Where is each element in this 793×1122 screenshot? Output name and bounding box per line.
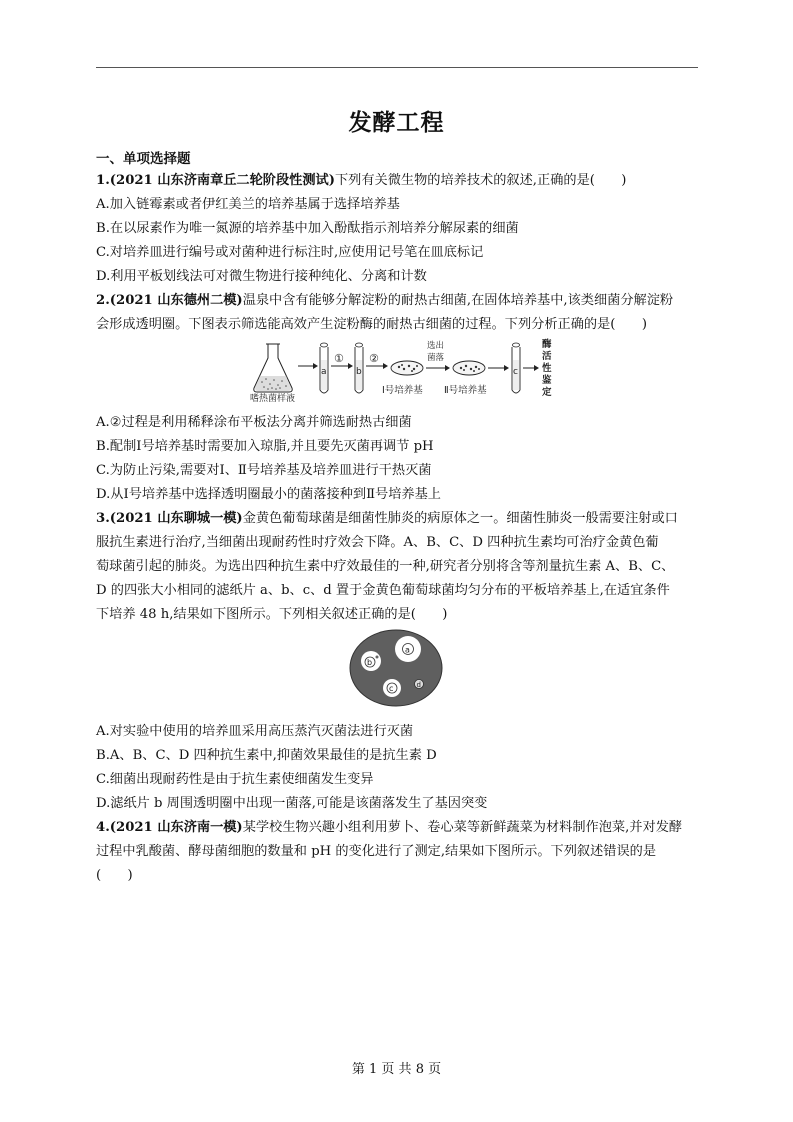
tube-a-label: a bbox=[321, 367, 327, 377]
q1-option-d: D.利用平板划线法可对微生物进行接种纯化、分离和计数 bbox=[96, 269, 427, 284]
enzyme-label-2: 活 bbox=[542, 351, 552, 362]
disc-b-label: b bbox=[367, 658, 373, 667]
q2-figure bbox=[250, 338, 560, 402]
enzyme-label-1: 酶 bbox=[542, 339, 552, 350]
q4-text-2: 过程中乳酸菌、酵母菌细胞的数量和 pH 的变化进行了测定,结果如下图所示。下列叙述错误的是 bbox=[96, 844, 657, 859]
q3-option-c: C.细菌出现耐药性是由于抗生素使细菌发生变异 bbox=[96, 772, 374, 787]
q2-option-c: C.为防止污染,需要对Ⅰ、Ⅱ号培养基及培养皿进行干热灭菌 bbox=[96, 463, 432, 478]
dish-2-label: Ⅱ号培养基 bbox=[444, 385, 487, 396]
q3-text-3: 萄球菌引起的肺炎。为选出四种抗生素中疗效最佳的一种,研究者分别将含等剂量抗生素 A、B、C、 bbox=[96, 559, 675, 574]
q3-number: 3 bbox=[96, 511, 106, 526]
q2-text-1: 温泉中含有能够分解淀粉的耐热古细菌,在固体培养基中,该类细菌分解淀粉 bbox=[242, 293, 674, 308]
step-1-label: ① bbox=[334, 352, 344, 365]
q1-source: .(2021 山东济南章丘二轮阶段性测试) bbox=[105, 173, 335, 188]
q3-text-1: 金黄色葡萄球菌是细菌性肺炎的病原体之一。细菌性肺炎一般需要注射或口 bbox=[242, 511, 678, 526]
q2-source: .(2021 山东德州二模) bbox=[105, 293, 243, 308]
dish-1-label: Ⅰ号培养基 bbox=[382, 385, 423, 396]
q4-source: .(2021 山东济南一模) bbox=[105, 820, 243, 835]
select-label-1: 选出 bbox=[427, 341, 445, 351]
disc-d-label: d bbox=[416, 681, 421, 689]
q2-stem bbox=[96, 293, 673, 309]
tube-b-label: b bbox=[356, 367, 362, 377]
q3-source: .(2021 山东聊城一模) bbox=[105, 511, 243, 526]
q3-text-5: 下培养 48 h,结果如下图所示。下列相关叙述正确的是( ) bbox=[96, 607, 448, 622]
header-rule bbox=[96, 67, 698, 68]
page-title: 发酵工程 bbox=[348, 110, 445, 136]
tube-c-label: c bbox=[513, 367, 518, 377]
q1-option-b: B.在以尿素作为唯一氮源的培养基中加入酚酞指示剂培养分解尿素的细菌 bbox=[96, 221, 519, 236]
q2-number: 2 bbox=[96, 293, 106, 308]
q2-text-2: 会形成透明圈。下图表示筛选能高效产生淀粉酶的耐热古细菌的过程。下列分析正确的是( ) bbox=[96, 317, 647, 332]
q4-number: 4 bbox=[96, 820, 106, 835]
q1-option-a: A.加入链霉素或者伊红美兰的培养基属于选择培养基 bbox=[96, 197, 400, 212]
q4-text-1: 某学校生物兴趣小组利用萝卜、卷心菜等新鲜蔬菜为材料制作泡菜,并对发酵 bbox=[242, 820, 683, 835]
page-footer: 第 1 页 共 8 页 bbox=[351, 1062, 442, 1077]
flask-label: 嗜热菌样液 bbox=[250, 394, 296, 402]
q2-option-d: D.从Ⅰ号培养基中选择透明圈最小的菌落接种到Ⅱ号培养基上 bbox=[96, 487, 441, 502]
q1-option-c: C.对培养皿进行编号或对菌种进行标注时,应使用记号笔在皿底标记 bbox=[96, 245, 484, 260]
q2-option-b: B.配制Ⅰ号培养基时需要加入琼脂,并且要先灭菌再调节 pH bbox=[96, 439, 434, 454]
q3-option-b: B.A、B、C、D 四种抗生素中,抑菌效果最佳的是抗生素 D bbox=[96, 748, 437, 763]
q3-option-a: A.对实验中使用的培养皿采用高压蒸汽灭菌法进行灭菌 bbox=[96, 724, 414, 739]
q1-number: 1 bbox=[96, 173, 106, 188]
step-2-label: ② bbox=[369, 352, 379, 365]
q3-option-d: D.滤纸片 b 周围透明圈中出现一菌落,可能是该菌落发生了基因突变 bbox=[96, 796, 488, 811]
flask-icon bbox=[254, 344, 292, 392]
q4-text-3: ( ) bbox=[96, 868, 133, 883]
petri-dish-2 bbox=[453, 361, 485, 375]
petri-dish-1 bbox=[391, 361, 423, 375]
q2-option-a: A.②过程是利用稀释涂布平板法分离并筛选耐热古细菌 bbox=[96, 415, 412, 430]
q1-stem bbox=[96, 173, 626, 189]
disc-a-label: a bbox=[405, 645, 410, 655]
q1-text: 下列有关微生物的培养技术的叙述,正确的是( ) bbox=[335, 173, 627, 188]
q4-stem bbox=[96, 820, 682, 836]
enzyme-label-3: 性 bbox=[542, 363, 552, 374]
q3-text-2: 服抗生素进行治疗,当细菌出现耐药性时疗效会下降。A、B、C、D 四种抗生素均可治疗金黄色葡 bbox=[96, 535, 659, 550]
colony-dot bbox=[376, 656, 379, 659]
q3-stem bbox=[96, 511, 678, 527]
select-label-2: 菌落 bbox=[427, 353, 445, 363]
enzyme-label-5: 定 bbox=[542, 387, 552, 398]
section-heading: 一、单项选择题 bbox=[96, 151, 191, 167]
q3-petri-figure bbox=[348, 628, 444, 708]
q3-text-4: D 的四张大小相同的滤纸片 a、b、c、d 置于金黄色葡萄球菌均匀分布的平板培养基上,在适宜条件 bbox=[96, 583, 670, 598]
disc-c-label: c bbox=[389, 684, 394, 693]
enzyme-label-4: 鉴 bbox=[542, 375, 552, 386]
